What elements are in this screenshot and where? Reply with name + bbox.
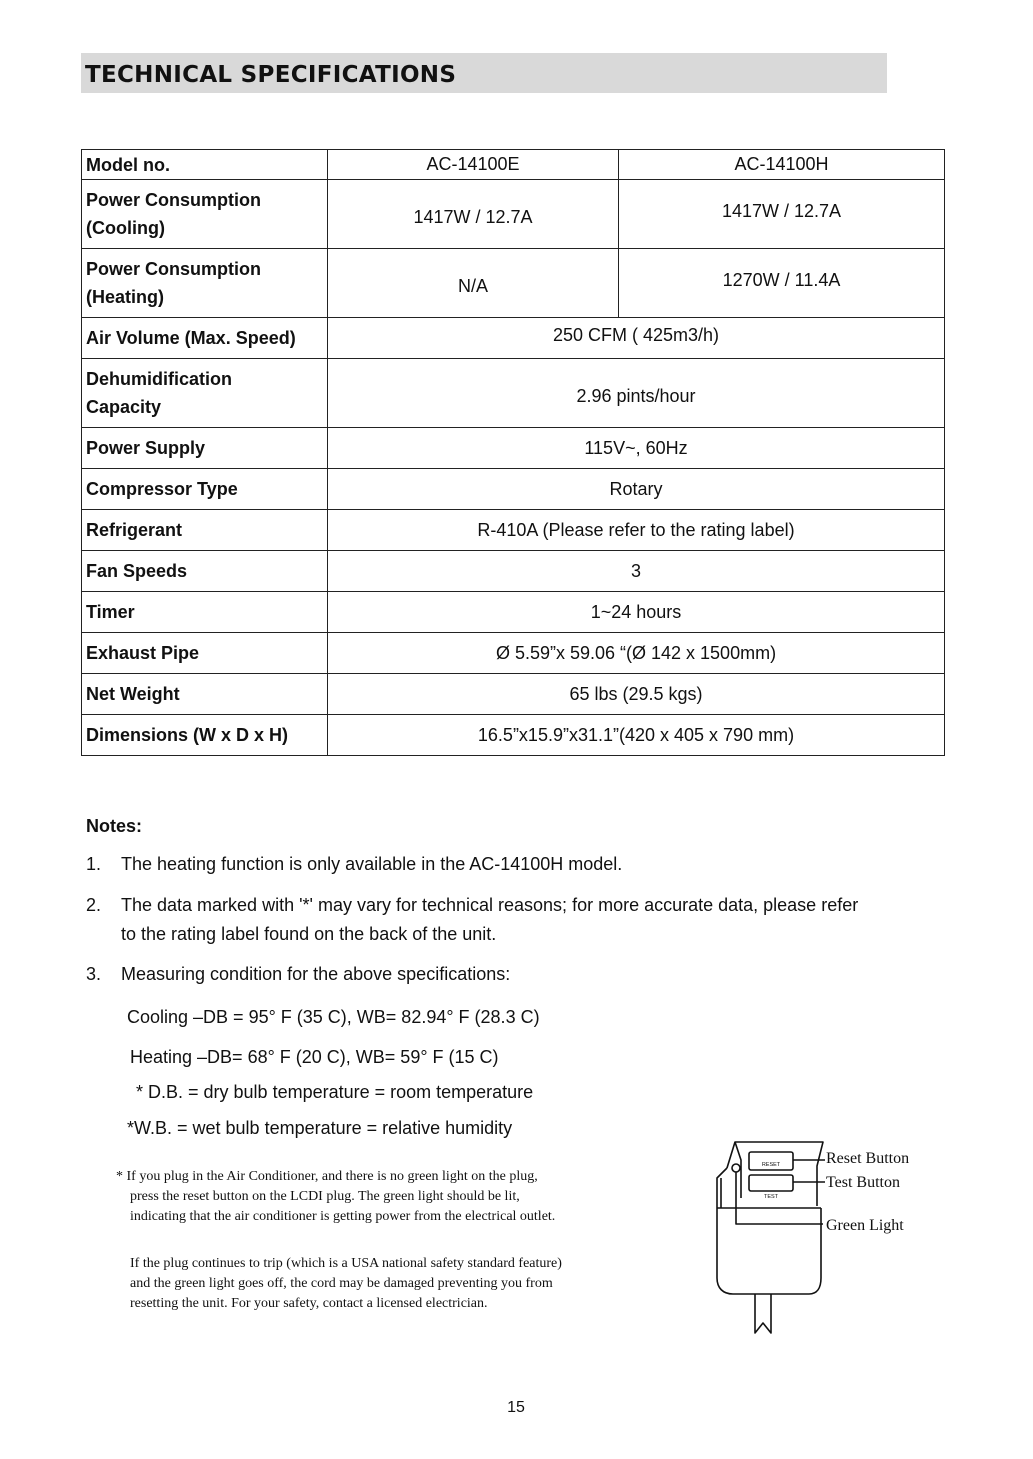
table-row [82, 249, 945, 318]
table-row [82, 469, 945, 510]
note-text: The data marked with '*' may vary for technical reasons; for more accurate data, please refer [121, 895, 859, 915]
cell-value: 65 lbs (29.5 kgs) [328, 674, 945, 715]
table-row [82, 592, 945, 633]
cell-value: 250 CFM ( 425m3/h) [328, 318, 945, 359]
plug-icon [705, 1138, 945, 1338]
table-row [82, 428, 945, 469]
page-title: TECHNICAL SPECIFICATIONS [81, 53, 887, 93]
cell-value: 3 [328, 551, 945, 592]
cell-value: Ø 5.59”x 59.06 “(Ø 142 x 1500mm) [328, 633, 945, 674]
cell-value: 1417W / 12.7A [328, 180, 619, 249]
note-text-continued: to the rating label found on the back of the unit. [121, 924, 497, 944]
row-label: Power Consumption (Cooling) [82, 180, 328, 249]
cell-value: Rotary [328, 469, 945, 510]
table-row [82, 150, 945, 180]
table-row [82, 318, 945, 359]
row-label: Power Supply [82, 428, 328, 469]
row-label: Model no. [82, 150, 328, 180]
note-number: 2. [86, 895, 102, 915]
green-light-label: Green Light [826, 1217, 904, 1234]
table-row [82, 633, 945, 674]
row-label: Net Weight [82, 674, 328, 715]
reset-text: RESET [761, 1162, 781, 1168]
model-e-header: AC-14100E [328, 150, 619, 180]
row-label: Air Volume (Max. Speed) [82, 318, 328, 359]
test-text: TEST [763, 1194, 779, 1200]
row-label: Compressor Type [82, 469, 328, 510]
cooling-condition: Cooling –DB = 95° F (35 C), WB= 82.94° F (28.3 C) [127, 1007, 540, 1027]
cell-value: N/A [328, 249, 619, 318]
row-label: Dimensions (W x D x H) [82, 715, 328, 756]
spec-table [81, 149, 945, 756]
cell-value: R-410A (Please refer to the rating label) [328, 510, 945, 551]
cell-value: 2.96 pints/hour [328, 359, 945, 428]
plug-note-line: press the reset button on the LCDI plug. The green light should be lit, [130, 1189, 520, 1204]
notes-heading: Notes: [86, 816, 143, 836]
table-row [82, 359, 945, 428]
row-label: Exhaust Pipe [82, 633, 328, 674]
cell-value: 1~24 hours [328, 592, 945, 633]
cell-value: 115V~, 60Hz [328, 428, 945, 469]
reset-button-label: Reset Button [826, 1150, 910, 1167]
heating-condition: Heating –DB= 68° F (20 C), WB= 59° F (15 C) [130, 1047, 499, 1067]
note-number: 1. [86, 854, 102, 874]
lcdi-plug-diagram [705, 1138, 945, 1338]
row-label: Power Consumption (Heating) [82, 249, 328, 318]
row-label: Timer [82, 592, 328, 633]
row-label: Fan Speeds [82, 551, 328, 592]
plug-note-line: and the green light goes off, the cord may be damaged preventing you from [130, 1276, 553, 1291]
table-row [82, 510, 945, 551]
table-row [82, 674, 945, 715]
cell-value: 1417W / 12.7A [619, 180, 945, 249]
table-row [82, 551, 945, 592]
plug-note-line: * If you plug in the Air Conditioner, and there is no green light on the plug, [116, 1169, 538, 1184]
test-button-label: Test Button [826, 1174, 900, 1191]
table-row [82, 715, 945, 756]
wb-definition: *W.B. = wet bulb temperature = relative humidity [127, 1118, 513, 1138]
model-h-header: AC-14100H [619, 150, 945, 180]
plug-note-line: If the plug continues to trip (which is a USA national safety standard feature) [130, 1256, 562, 1271]
note-text: The heating function is only available in the AC-14100H model. [121, 854, 623, 874]
cell-value: 1270W / 11.4A [619, 249, 945, 318]
note-text: Measuring condition for the above specifications: [121, 964, 511, 984]
row-label: Refrigerant [82, 510, 328, 551]
note-number: 3. [86, 964, 102, 984]
cell-value: 16.5”x15.9”x31.1”(420 x 405 x 790 mm) [328, 715, 945, 756]
table-row [82, 180, 945, 249]
plug-note-line: resetting the unit. For your safety, contact a licensed electrician. [130, 1296, 488, 1311]
plug-note-line: indicating that the air conditioner is getting power from the electrical outlet. [130, 1209, 556, 1224]
page-number: 15 [507, 1399, 525, 1416]
row-label: Dehumidification Capacity [82, 359, 328, 428]
db-definition: * D.B. = dry bulb temperature = room temperature [136, 1082, 534, 1102]
